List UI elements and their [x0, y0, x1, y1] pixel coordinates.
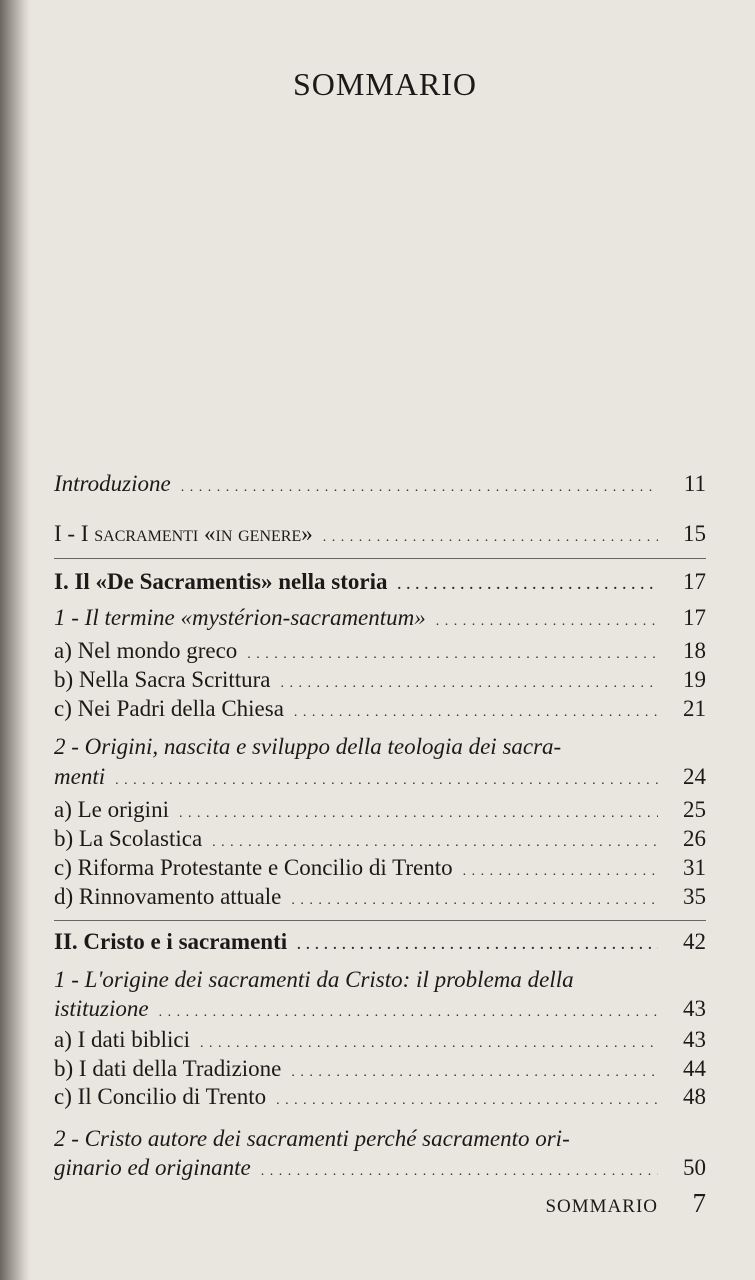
toc-entry-label: c) Il Concilio di Trento — [54, 1084, 267, 1109]
toc-entry-label: c) Riforma Protestante e Concilio di Trento — [54, 855, 453, 880]
leader-dots — [261, 1154, 658, 1186]
toc-entry-label: 1 - Il termine «mystérion-sacramentum» — [54, 605, 426, 630]
toc-section-ii-2 — [54, 1154, 706, 1182]
toc-section-2 — [54, 763, 706, 791]
toc-page-number: 26 — [683, 826, 706, 851]
toc-entry-label: b) La Scolastica — [54, 826, 203, 851]
toc-section-ii-1-line-1: 1 - L'origine dei sacramenti da Cristo: il problema della — [54, 967, 574, 992]
toc-page-number: 43 — [683, 1027, 706, 1052]
leader-dots — [179, 796, 658, 828]
toc-page-number: 35 — [683, 884, 706, 909]
toc-page-number: 24 — [683, 764, 706, 789]
toc-subsection — [54, 637, 706, 665]
leader-dots — [297, 928, 658, 960]
toc-page-number: 19 — [683, 667, 706, 692]
toc-entry-label: a) Nel mondo greco — [54, 638, 238, 663]
toc-subsection — [54, 796, 706, 824]
toc-entry-label: Introduzione — [54, 471, 171, 496]
folio-number: 7 — [692, 1188, 706, 1218]
toc-page-number: 31 — [683, 855, 706, 880]
toc-subsection — [54, 1083, 706, 1111]
toc-section-ii-1 — [54, 995, 706, 1023]
toc-section-2-line-1: 2 - Origini, nascita e sviluppo della teologia dei sacra- — [54, 734, 562, 759]
page-title: SOMMARIO — [292, 66, 478, 102]
leader-dots — [323, 520, 658, 552]
toc-chapter-ii — [54, 928, 706, 956]
leader-dots — [294, 695, 658, 727]
toc-subsection — [54, 695, 706, 723]
toc-page-number: 15 — [683, 521, 706, 546]
toc-entry-label: b) Nella Sacra Scrittura — [54, 667, 271, 692]
leader-dots — [276, 1083, 658, 1115]
toc-entry-label: ginario ed originante — [54, 1155, 251, 1180]
toc-subsection — [54, 1055, 706, 1083]
leader-dots — [436, 604, 658, 636]
divider — [54, 920, 706, 921]
leader-dots — [247, 637, 658, 669]
leader-dots — [212, 825, 658, 857]
toc-page-number: 18 — [683, 638, 706, 663]
toc-page-number: 11 — [683, 471, 706, 496]
leader-dots — [181, 470, 658, 502]
leader-dots — [281, 666, 659, 698]
toc-entry-label: istituzione — [54, 996, 149, 1021]
toc-entry-label: menti — [54, 764, 106, 789]
leader-dots — [397, 568, 658, 600]
toc-entry-label: d) Rinnovamento attuale — [54, 884, 282, 909]
toc-subsection — [54, 1026, 706, 1054]
leader-dots — [159, 995, 658, 1027]
leader-dots — [200, 1026, 658, 1058]
toc-chapter-i — [54, 568, 706, 596]
toc-subsection — [54, 883, 706, 911]
leader-dots — [115, 763, 658, 795]
toc-entry-label: I - I sacramenti «in genere» — [54, 521, 313, 546]
toc-page-number: 17 — [683, 605, 706, 630]
toc-page-number: 17 — [683, 569, 706, 594]
toc-page-number: 43 — [683, 996, 706, 1021]
toc-page-number: 25 — [683, 797, 706, 822]
toc-section-1 — [54, 604, 706, 632]
toc-subsection — [54, 666, 706, 694]
toc-entry-label: b) I dati della Tradizione — [54, 1056, 282, 1081]
toc-part-i — [54, 520, 706, 548]
toc-page-number: 42 — [683, 929, 706, 954]
toc-page-number: 44 — [683, 1056, 706, 1081]
toc-entry-label: II. Cristo e i sacramenti — [54, 929, 288, 954]
toc-section-ii-2-line-1: 2 - Cristo autore dei sacramenti perché sacramento ori- — [54, 1126, 570, 1151]
toc-entry-label: I. Il «De Sacramentis» nella storia — [54, 569, 388, 594]
toc-subsection — [54, 854, 706, 882]
running-footer: SOMMARIO — [545, 1196, 658, 1217]
toc-entry-label: a) Le origini — [54, 797, 169, 822]
toc-page-number: 48 — [683, 1084, 706, 1109]
toc-subsection — [54, 825, 706, 853]
toc-entry-label: a) I dati biblici — [54, 1027, 191, 1052]
leader-dots — [463, 854, 658, 886]
divider — [54, 558, 706, 559]
toc-page-number: 21 — [683, 696, 706, 721]
toc-entry-introduzione — [54, 470, 706, 498]
leader-dots — [291, 883, 658, 915]
toc-entry-label: c) Nei Padri della Chiesa — [54, 696, 284, 721]
toc-page-number: 50 — [683, 1155, 706, 1180]
